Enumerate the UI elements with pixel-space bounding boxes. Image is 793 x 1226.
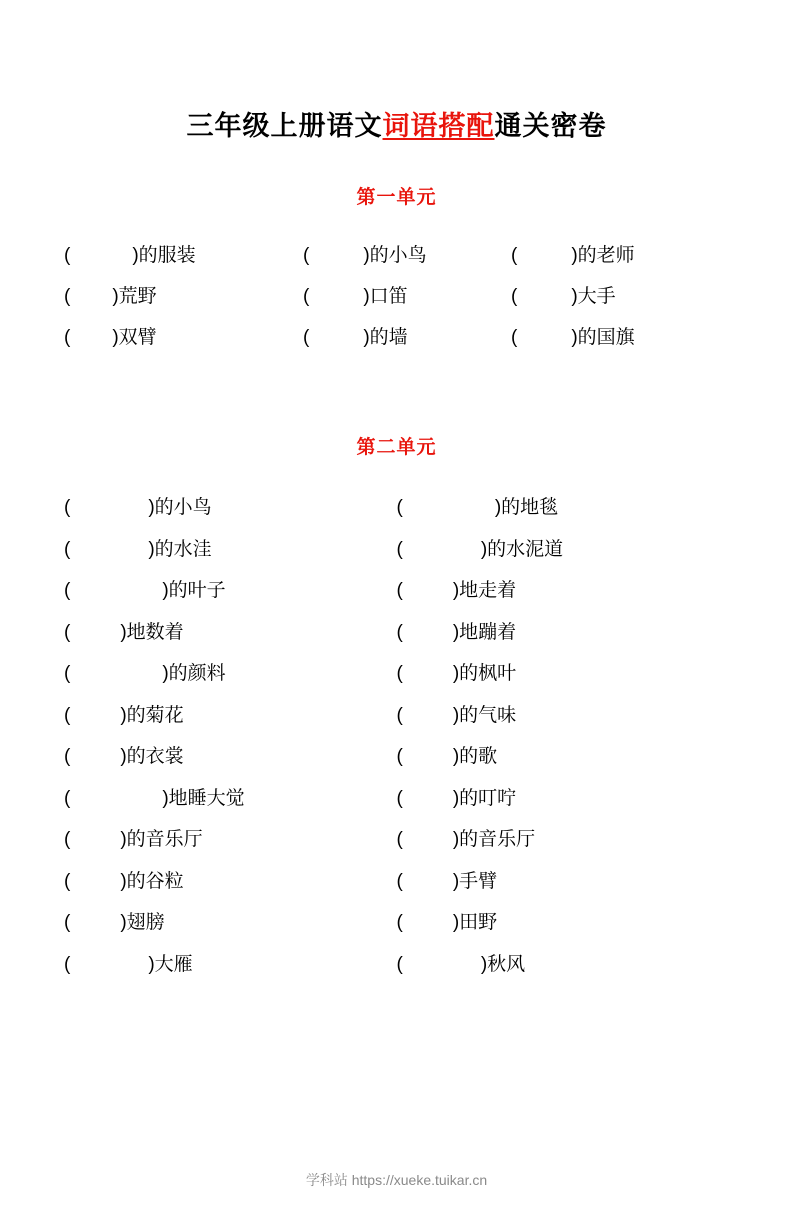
collocation-word: 的枫叶: [459, 663, 517, 684]
paren-close: ): [571, 327, 578, 348]
collocation-item: [397, 944, 730, 986]
collocation-item: [64, 861, 397, 903]
collocation-item: [64, 653, 397, 695]
paren-open: (: [64, 621, 71, 643]
answer-blank[interactable]: [70, 819, 120, 861]
collocation-word: 的气味: [459, 704, 517, 726]
collocation-row: [64, 861, 729, 903]
paren-open: (: [64, 704, 71, 726]
collocation-item: [64, 819, 397, 861]
collocation-row: [64, 235, 729, 276]
unit-heading-2: 第二单元: [356, 437, 437, 458]
answer-blank[interactable]: [403, 861, 453, 903]
paren-close: ): [120, 829, 127, 850]
collocation-row: [64, 695, 729, 737]
paren-close: ): [571, 286, 578, 307]
paren-close: ): [452, 787, 460, 809]
footer-text: 学科站 https://xueke.tuikar.cn: [305, 1172, 488, 1188]
collocation-item: [303, 317, 511, 358]
collocation-row: [64, 276, 729, 317]
paren-open: (: [396, 746, 403, 767]
collocation-row: [64, 736, 729, 778]
collocation-item: [64, 902, 397, 944]
paren-close: ): [452, 580, 460, 601]
answer-blank[interactable]: [403, 653, 453, 695]
collocation-item: [397, 861, 730, 903]
collocation-word: 地睡大觉: [168, 787, 245, 809]
collocation-item: [397, 902, 730, 944]
paren-close: ): [452, 912, 460, 933]
answer-blank[interactable]: [403, 944, 481, 986]
collocation-item: [397, 778, 730, 820]
paren-open: (: [396, 704, 403, 726]
collocation-word: 的叮咛: [459, 787, 517, 809]
collocation-row: [64, 902, 729, 944]
collocation-item: [64, 778, 397, 820]
collocation-word: 大雁: [154, 953, 193, 975]
collocation-item: [64, 529, 397, 571]
paren-close: ): [120, 870, 127, 892]
paren-open: (: [64, 245, 71, 266]
answer-blank[interactable]: [309, 317, 363, 358]
paren-open: (: [511, 327, 518, 348]
collocation-word: 的国旗: [577, 327, 635, 348]
paren-close: ): [148, 497, 155, 518]
collocation-item: [64, 276, 303, 317]
paren-close: ): [452, 829, 460, 850]
paren-open: (: [64, 663, 71, 684]
collocation-word: 的叶子: [168, 580, 226, 601]
answer-blank[interactable]: [70, 736, 120, 778]
collocation-item: [303, 235, 511, 276]
collocation-item: [64, 570, 397, 612]
answer-blank[interactable]: [403, 612, 453, 654]
paren-open: (: [396, 912, 403, 933]
answer-blank[interactable]: [70, 317, 112, 358]
paren-close: ): [120, 746, 127, 767]
collocation-word: 秋风: [487, 953, 526, 975]
answer-blank[interactable]: [70, 944, 148, 986]
paren-open: (: [303, 286, 310, 307]
collocation-item: [511, 317, 719, 358]
collocation-item: [397, 570, 730, 612]
collocation-word: 的小鸟: [154, 497, 212, 518]
collocation-row: [64, 487, 729, 529]
collocation-item: [64, 612, 397, 654]
collocation-word: 手臂: [459, 870, 498, 892]
paren-close: ): [452, 663, 460, 684]
answer-blank[interactable]: [70, 612, 120, 654]
paren-open: (: [396, 580, 403, 601]
collocation-item: [511, 235, 719, 276]
paren-close: ): [120, 621, 127, 643]
page-title-suffix: 通关密卷: [494, 111, 607, 141]
answer-blank[interactable]: [517, 276, 571, 317]
paren-open: (: [64, 327, 71, 348]
paren-open: (: [64, 787, 71, 809]
collocation-row: [64, 819, 729, 861]
answer-blank[interactable]: [403, 570, 453, 612]
collocation-word: 的谷粒: [126, 870, 184, 892]
collocation-word: 的音乐厅: [459, 829, 536, 850]
paren-open: (: [396, 829, 403, 850]
paren-open: (: [396, 538, 403, 560]
collocation-word: 地数着: [126, 621, 184, 643]
paren-close: ): [162, 663, 169, 684]
collocation-word: 的歌: [459, 746, 498, 767]
collocation-word: 翅膀: [126, 912, 165, 933]
collocation-item: [64, 235, 303, 276]
paren-close: ): [363, 286, 370, 307]
collocation-word: 的服装: [138, 245, 196, 266]
paren-open: (: [64, 829, 71, 850]
answer-blank[interactable]: [517, 235, 571, 276]
answer-blank[interactable]: [70, 861, 120, 903]
collocation-word: 双臂: [118, 327, 157, 348]
collocation-item: [397, 612, 730, 654]
collocation-item: [397, 529, 730, 571]
paren-close: ): [120, 912, 127, 933]
collocation-row: [64, 529, 729, 571]
answer-blank[interactable]: [403, 529, 481, 571]
paren-open: (: [396, 870, 403, 892]
collocation-word: 的水泥道: [487, 538, 564, 560]
paren-close: ): [148, 538, 155, 560]
page-title-prefix: 三年级上册语文: [186, 111, 383, 141]
answer-blank[interactable]: [403, 819, 453, 861]
collocation-item: [64, 944, 397, 986]
answer-blank[interactable]: [70, 487, 148, 529]
collocation-item: [64, 487, 397, 529]
worksheet-page: [0, 104, 793, 1226]
paren-close: ): [480, 953, 488, 975]
collocation-word: 的老师: [577, 245, 635, 266]
collocation-item: [64, 736, 397, 778]
page-title-highlight: 词语搭配: [382, 111, 495, 141]
paren-close: ): [162, 787, 169, 809]
answer-blank[interactable]: [403, 487, 495, 529]
collocation-item: [64, 317, 303, 358]
answer-blank[interactable]: [517, 317, 571, 358]
paren-open: (: [396, 497, 403, 518]
page-title: [64, 104, 729, 143]
collocation-item: [397, 487, 730, 529]
collocation-word: 大手: [577, 286, 616, 307]
paren-open: (: [64, 538, 71, 560]
answer-blank[interactable]: [70, 695, 120, 737]
paren-open: (: [511, 245, 518, 266]
paren-close: ): [480, 538, 488, 560]
paren-close: ): [120, 704, 127, 726]
unit-1-rows: [64, 235, 729, 358]
collocation-word: 的墙: [369, 327, 408, 348]
answer-blank[interactable]: [70, 276, 112, 317]
unit-2-rows: [64, 487, 729, 985]
paren-close: ): [494, 497, 502, 518]
paren-open: (: [396, 621, 403, 643]
paren-close: ): [452, 746, 460, 767]
paren-close: ): [162, 580, 169, 601]
paren-open: (: [396, 663, 403, 684]
paren-open: (: [303, 327, 310, 348]
paren-open: (: [396, 953, 403, 975]
answer-blank[interactable]: [309, 235, 363, 276]
paren-close: ): [452, 704, 460, 726]
collocation-row: [64, 944, 729, 986]
paren-open: (: [64, 497, 71, 518]
paren-open: (: [303, 245, 310, 266]
footer: [0, 1170, 793, 1190]
paren-close: ): [363, 245, 370, 266]
collocation-item: [397, 736, 730, 778]
collocation-item: [511, 276, 719, 317]
paren-open: (: [396, 787, 403, 809]
collocation-row: [64, 570, 729, 612]
collocation-item: [397, 819, 730, 861]
collocation-word: 的地毯: [501, 497, 559, 518]
paren-open: (: [64, 580, 71, 601]
collocation-row: [64, 612, 729, 654]
paren-close: ): [112, 327, 119, 348]
collocation-item: [397, 653, 730, 695]
paren-close: ): [363, 327, 370, 348]
paren-open: (: [511, 286, 518, 307]
collocation-row: [64, 653, 729, 695]
collocation-word: 的颜料: [168, 663, 226, 684]
answer-blank[interactable]: [403, 778, 453, 820]
paren-open: (: [64, 286, 71, 307]
collocation-word: 地蹦着: [459, 621, 517, 643]
collocation-word: 田野: [459, 912, 498, 933]
answer-blank[interactable]: [70, 653, 162, 695]
collocation-word: 的衣裳: [126, 746, 184, 767]
collocation-item: [303, 276, 511, 317]
paren-open: (: [64, 912, 71, 933]
answer-blank[interactable]: [403, 695, 453, 737]
unit-heading-1: 第一单元: [356, 187, 437, 208]
answer-blank[interactable]: [309, 276, 363, 317]
collocation-item: [397, 695, 730, 737]
collocation-word: 的音乐厅: [126, 829, 203, 850]
answer-blank[interactable]: [70, 570, 162, 612]
collocation-word: 地走着: [459, 580, 517, 601]
answer-blank[interactable]: [70, 902, 120, 944]
collocation-word: 荒野: [118, 286, 157, 307]
paren-close: ): [132, 245, 139, 266]
paren-close: ): [148, 953, 155, 975]
collocation-word: 的菊花: [126, 704, 184, 726]
paren-close: ): [571, 245, 578, 266]
collocation-row: [64, 778, 729, 820]
collocation-word: 的小鸟: [369, 245, 427, 266]
collocation-word: 的水洼: [154, 538, 212, 560]
paren-open: (: [64, 746, 71, 767]
paren-open: (: [64, 953, 71, 975]
answer-blank[interactable]: [70, 778, 162, 820]
paren-open: (: [64, 870, 71, 892]
answer-blank[interactable]: [70, 529, 148, 571]
collocation-row: [64, 317, 729, 358]
answer-blank[interactable]: [70, 235, 132, 276]
paren-close: ): [452, 870, 460, 892]
collocation-word: 口笛: [369, 286, 408, 307]
answer-blank[interactable]: [403, 902, 453, 944]
paren-close: ): [452, 621, 460, 643]
answer-blank[interactable]: [403, 736, 453, 778]
paren-close: ): [112, 286, 119, 307]
collocation-item: [64, 695, 397, 737]
